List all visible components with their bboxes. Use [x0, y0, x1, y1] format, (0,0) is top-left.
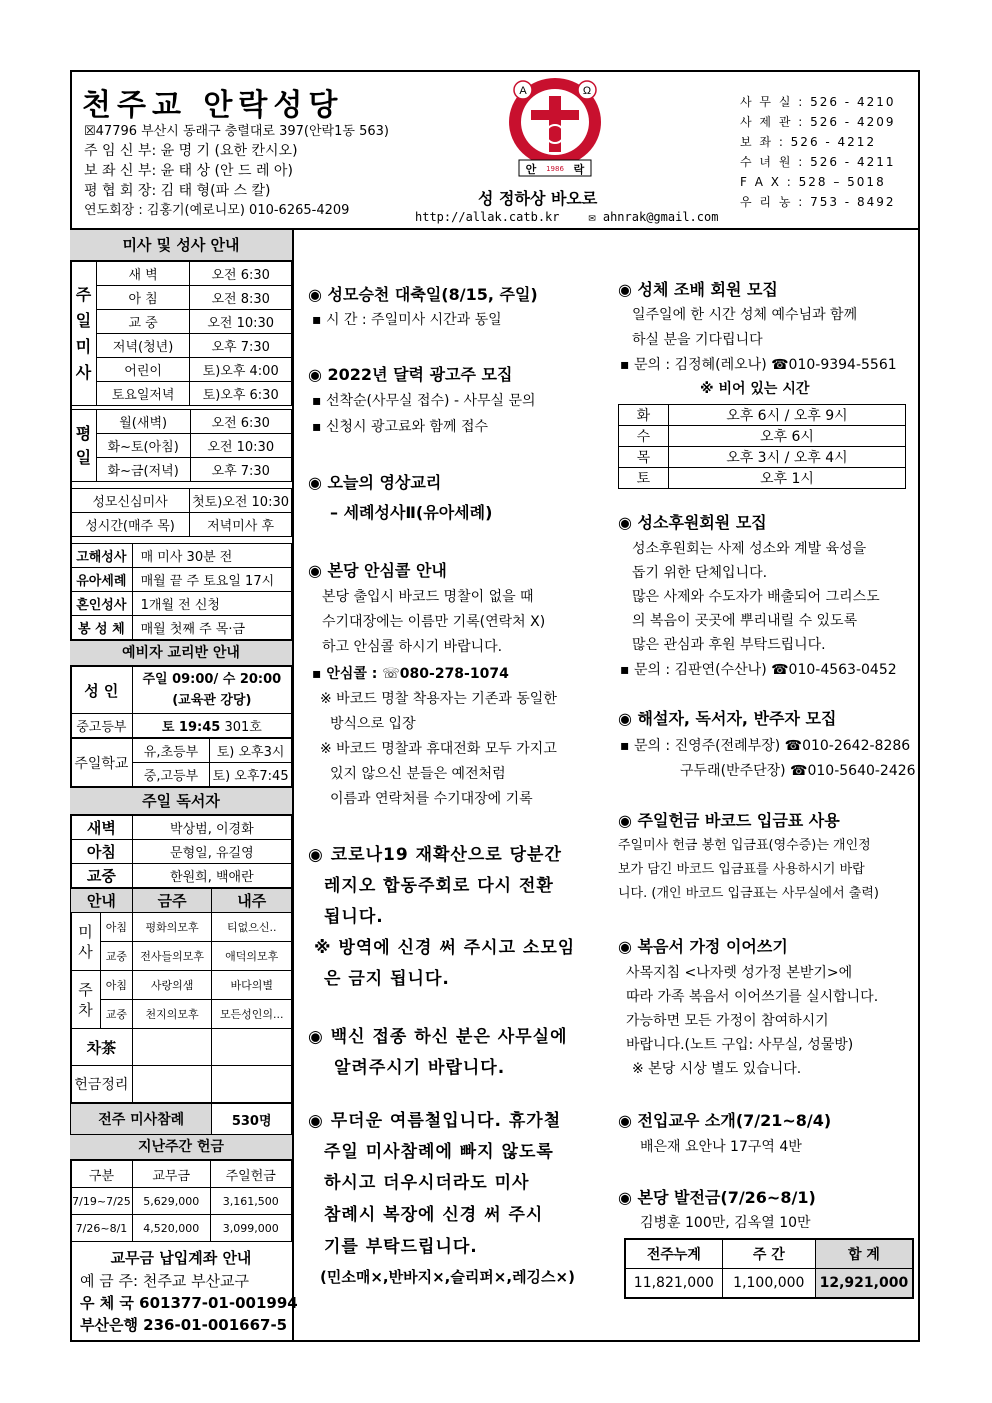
offering-count-this-week — [132, 1066, 212, 1103]
sacrament-info: 1개월 전 신청 — [132, 592, 291, 616]
sacrament-name: 혼인성사 — [71, 592, 133, 616]
notice-legio-line: 레지오 합동주회로 다시 전환 — [324, 876, 554, 896]
table-row — [71, 568, 292, 592]
offering-sunday: 3,099,000 — [210, 1215, 292, 1242]
notice-adoration-contact: ▪ 문의 : 김정혜(레오나) ☎010-9394-5561 — [620, 357, 897, 373]
notice-vocation-line: 많은 관심과 후원 부탁드립니다. — [632, 637, 826, 653]
notice-safecall-note: 방식으로 입장 — [330, 716, 416, 732]
mass-name: 교 중 — [96, 310, 190, 334]
mass-name: 화~금(저녁) — [96, 458, 190, 482]
website-link[interactable]: http://allak.catb.kr — [415, 210, 560, 224]
notice-barcode-title: ◉ 주일헌금 바코드 입금표 사용 — [618, 811, 840, 830]
notice-vocation-line: 의 복음이 곳곳에 뿌리내릴 수 있도록 — [632, 613, 858, 629]
notice-calendar-title: ◉ 2022년 달력 광고주 모집 — [308, 365, 513, 384]
table-row — [71, 971, 292, 1000]
notice-vocation-line: 돕기 위한 단체입니다. — [632, 565, 768, 581]
notice-assumption-time: ▪ 시 간 : 주일미사 시간과 동일 — [312, 312, 502, 328]
federation-president: 연도회장 : 김홍기(예로니모) 010-6265-4209 — [84, 203, 350, 218]
notice-safecall-number: ▪ 안심콜 : ☏080-278-1074 — [312, 666, 509, 682]
logo-year: 1986 — [546, 165, 564, 173]
mass-time: 저녁미사 후 — [190, 513, 292, 537]
table-row — [71, 489, 292, 513]
contact-convent: 수 녀 원 : 526 - 4211 — [740, 155, 896, 169]
mass-name: 성모신심미사 — [71, 489, 190, 513]
pastor: 주 임 신 부: 윤 명 기 (요한 칸시오) — [84, 143, 298, 159]
notice-barcode-line: 주일미사 헌금 봉헌 입금표(영수증)는 개인정 — [618, 838, 871, 853]
guide-this-week: 전사들의모후 — [132, 942, 212, 971]
church-logo — [505, 76, 605, 180]
table-row — [71, 592, 292, 616]
notice-safecall-line: 하고 안심콜 하시기 바랍니다. — [322, 639, 503, 655]
notice-safecall-note: 있지 않으신 분들은 예전처럼 — [330, 766, 506, 782]
notice-adoration-line: 하실 분을 기다립니다 — [632, 332, 763, 348]
fund-cumulative: 11,821,000 — [625, 1269, 722, 1299]
mass-name: 화~토(아침) — [96, 434, 190, 458]
patron-saint: 성 정하상 바오로 — [478, 189, 598, 208]
notice-summer-line: 하시고 더우시더라도 미사 — [324, 1173, 530, 1193]
adoration-times: 오후 6시 / 오후 9시 — [668, 405, 905, 426]
table-row — [619, 468, 906, 489]
notice-fund-line: 김병훈 100만, 김옥열 10만 — [640, 1215, 811, 1231]
notice-barcode-line: 보가 담긴 바코드 입금표를 사용하시기 바랍 — [618, 862, 865, 877]
notice-safecall-note: ※ 바코드 명찰 착용자는 기존과 동일한 — [320, 691, 557, 707]
mass-time: 토)오후 6:30 — [190, 382, 292, 406]
table-row — [71, 434, 292, 458]
attendance-table — [70, 1103, 292, 1135]
guide-next-week: 바다의별 — [212, 971, 292, 1000]
adoration-times: 오후 1시 — [668, 468, 905, 489]
mass-schedule-title: 미사 및 성사 안내 — [70, 230, 292, 261]
guide-mass: 교중 — [100, 942, 132, 971]
adoration-table — [618, 404, 906, 489]
attendance-value: 530명 — [212, 1104, 292, 1135]
church-title: 천주교 안락성당 — [82, 88, 344, 123]
account-info — [70, 1270, 298, 1336]
notice-gospel-line: 따라 가족 복음서 이어쓰기를 실시합니다. — [626, 989, 879, 1005]
notice-assumption-title: ◉ 성모승천 대축일(8/15, 주일) — [308, 285, 538, 304]
mass-time: 오전 8:30 — [190, 286, 292, 310]
notice-summer-dresscode: (민소매×,반바지×,슬리퍼×,레깅스×) — [320, 1268, 575, 1286]
contact-list — [740, 92, 895, 212]
notice-ministry-contact: ▪ 문의 : 진영주(전례부장) ☎010-2642-8286 — [620, 738, 911, 754]
school-group: 중,고등부 — [132, 763, 209, 787]
mass-time: 첫토)오전 10:30 — [190, 489, 292, 513]
fund-total: 12,921,000 — [815, 1269, 913, 1299]
reader-names: 문형일, 유길영 — [132, 840, 291, 864]
logo-rak: 락 — [573, 163, 585, 176]
notice-newcomer-line: 배은재 요안나 17구역 4반 — [640, 1139, 802, 1155]
special-mass-table — [70, 488, 292, 537]
notice-vocation-title: ◉ 성소후원회원 모집 — [618, 513, 767, 532]
reader-names: 박상범, 이경화 — [132, 816, 291, 840]
notice-gospel-line: 가능하면 모든 가정이 참여하시기 — [626, 1013, 829, 1029]
logo-alpha: A — [519, 85, 527, 97]
offering-dues: 5,629,000 — [132, 1188, 210, 1215]
notice-video-title: ◉ 오늘의 영상교리 — [308, 473, 442, 492]
guide-next-week: 티없으신.. — [212, 913, 292, 942]
mass-name: 성시간(매주 목) — [71, 513, 190, 537]
guide-next-week: 애덕의모후 — [212, 942, 292, 971]
mass-name: 월(새벽) — [96, 410, 190, 434]
offering-count-label: 헌금정리 — [71, 1066, 133, 1103]
mass-name: 저녁(청년) — [96, 334, 190, 358]
notice-gospel-line: ※ 본당 시상 별도 있습니다. — [632, 1061, 802, 1077]
adoration-day: 수 — [619, 426, 669, 447]
reader-mass: 교중 — [71, 864, 133, 888]
table-row — [71, 889, 292, 913]
readers-title: 주일 독서자 — [70, 787, 292, 815]
sacrament-name: 봉 성 체 — [71, 616, 133, 640]
table-row — [619, 405, 906, 426]
guide-head: 안내 — [71, 889, 133, 913]
web-contacts — [415, 210, 718, 224]
table-row — [71, 616, 292, 640]
notice-vocation-contact: ▪ 문의 : 김판연(수산나) ☎010-4563-0452 — [620, 662, 897, 678]
table-row — [71, 1000, 292, 1029]
notice-vocation-line: 많은 사제와 수도자가 배출되어 그리스도 — [632, 589, 880, 605]
notice-summer-line: 기를 부탁드립니다. — [324, 1237, 478, 1257]
logo-omega: Ω — [582, 85, 592, 97]
guide-this-week: 천지의모후 — [132, 1000, 212, 1029]
notice-calendar-line: ▪ 선착순(사무실 접수) - 사무실 문의 — [312, 393, 536, 409]
catechism-table — [70, 666, 292, 738]
fund-head: 전주누계 — [625, 1239, 722, 1269]
table-row — [625, 1239, 913, 1269]
table-row — [71, 286, 292, 310]
mass-name: 토요일저녁 — [96, 382, 190, 406]
guide-mass: 아침 — [100, 913, 132, 942]
table-row — [71, 544, 292, 568]
sacrament-info: 매월 끝 주 토요일 17시 — [132, 568, 291, 592]
sunday-school-table — [70, 738, 292, 787]
guide-head: 내주 — [212, 889, 292, 913]
notice-ministry-title: ◉ 해설자, 독서자, 반주자 모집 — [618, 709, 837, 728]
notice-barcode-line: 니다. (개인 바코드 입금표는 사무실에서 출력) — [618, 886, 879, 901]
weekday-mass-label: 평 일 — [71, 410, 97, 482]
offering-period: 7/26~8/1 — [71, 1215, 133, 1242]
table-row — [71, 1161, 292, 1188]
account-post: 우 체 국 601377-01-001994 — [80, 1294, 298, 1312]
table-row — [71, 667, 292, 714]
offering-head: 주일헌금 — [210, 1161, 292, 1188]
reader-names: 한원희, 백애란 — [132, 864, 291, 888]
notice-gospel-title: ◉ 복음서 가정 이어쓰기 — [618, 937, 788, 956]
council-president: 평 협 회 장: 김 태 형(파 스 칼) — [84, 183, 271, 199]
mass-guide-label: 미 사 — [71, 913, 101, 971]
notice-summer-line: ◉ 무더운 여름철입니다. 휴가철 — [308, 1111, 562, 1131]
school-time: 토) 오후7:45 — [210, 763, 292, 787]
guide-table — [70, 888, 292, 1103]
notice-safecall-line: 본당 출입시 바코드 명찰이 없을 때 — [322, 589, 534, 605]
guide-mass: 아침 — [100, 971, 132, 1000]
notice-safecall-title: ◉ 본당 안심콜 안내 — [308, 561, 447, 580]
contact-farm: 우 리 농 : 753 - 8492 — [740, 195, 896, 209]
fund-week: 1,100,000 — [722, 1269, 815, 1299]
attendance-label: 전주 미사참례 — [71, 1104, 212, 1135]
table-row — [71, 864, 292, 888]
mass-time: 오전 6:30 — [190, 262, 292, 286]
adoration-day: 화 — [619, 405, 669, 426]
notice-fund-title: ◉ 본당 발전금(7/26~8/1) — [618, 1188, 816, 1207]
table-row — [71, 410, 292, 434]
notice-summer-line: 주일 미사참례에 빠지 않도록 — [324, 1142, 554, 1162]
notice-gospel-line: 바랍니다.(노트 구입: 사무실, 성물방) — [626, 1037, 854, 1053]
notice-safecall-note: ※ 바코드 명찰과 휴대전화 모두 가지고 — [320, 741, 557, 757]
mass-time: 토)오후 4:00 — [190, 358, 292, 382]
adult-schedule: 주일 09:00/ 수 20:00 (교육관 강당) — [132, 667, 291, 714]
tea-label: 차茶 — [71, 1029, 133, 1066]
parking-guide-label: 주 차 — [71, 971, 101, 1029]
notice-legio-line: ◉ 코로나19 재확산으로 당분간 — [308, 845, 562, 865]
table-row — [71, 262, 292, 286]
adoration-day: 토 — [619, 468, 669, 489]
offering-count-next-week — [212, 1066, 292, 1103]
notice-gospel-line: 사목지침 <나자렛 성가정 본받기>에 — [626, 965, 853, 981]
mass-time: 오후 7:30 — [190, 334, 292, 358]
fund-head: 합 계 — [815, 1239, 913, 1269]
contact-fax: F A X : 528 – 5018 — [740, 175, 886, 189]
table-row — [619, 426, 906, 447]
youth-label: 중고등부 — [71, 714, 133, 738]
table-row — [71, 382, 292, 406]
catechism-title: 예비자 교리반 안내 — [70, 640, 292, 666]
table-row — [71, 913, 292, 942]
table-row — [619, 447, 906, 468]
table-row — [71, 1188, 292, 1215]
table-row — [71, 840, 292, 864]
table-row — [71, 942, 292, 971]
assistant-pastor: 보 좌 신 부: 윤 태 상 (안 드 레 아) — [84, 163, 293, 179]
contact-assistant: 보 좌 : 526 - 4212 — [740, 135, 877, 149]
reader-mass: 새벽 — [71, 816, 133, 840]
notice-vaccine-line: ◉ 백신 접종 하신 분은 사무실에 — [308, 1027, 568, 1047]
mass-time: 오전 10:30 — [190, 434, 292, 458]
notice-legio-line: ※ 방역에 신경 써 주시고 소모임 — [314, 938, 576, 958]
address: ☒47796 부산시 동래구 충렬대로 397(안락1동 563) — [84, 124, 389, 139]
mass-time: 오전 10:30 — [190, 310, 292, 334]
weekday-mass-table — [70, 409, 292, 482]
offering-head: 교무금 — [132, 1161, 210, 1188]
tea-this-week — [132, 1029, 212, 1066]
mass-name: 새 벽 — [96, 262, 190, 286]
table-row — [71, 513, 292, 537]
sacrament-table — [70, 543, 292, 640]
notice-legio-line: 됩니다. — [324, 907, 384, 927]
offering-table — [70, 1160, 292, 1242]
guide-head: 금주 — [132, 889, 212, 913]
notice-safecall-line: 수기대장에는 이름만 기록(연락처 X) — [322, 614, 546, 630]
offering-period: 7/19~7/25 — [71, 1188, 133, 1215]
notice-vocation-line: 성소후원회는 사제 성소와 계발 육성을 — [632, 541, 867, 557]
sacrament-info: 매 미사 30분 전 — [132, 544, 291, 568]
offering-sunday: 3,161,500 — [210, 1188, 292, 1215]
notice-ministry-contact: 구두래(반주단장) ☎010-5640-2426 — [680, 763, 916, 779]
notice-adoration-empty: ※ 비어 있는 시간 — [700, 381, 810, 397]
adult-label: 성 인 — [71, 667, 133, 714]
logo-an: 안 — [525, 163, 537, 176]
table-row — [625, 1269, 913, 1299]
account-title: 교무금 납입계좌 안내 — [110, 1249, 252, 1267]
sacrament-name: 유아세례 — [71, 568, 133, 592]
table-row — [71, 458, 292, 482]
account-holder: 예 금 주: 천주교 부산교구 — [80, 1272, 250, 1290]
sacrament-name: 고해성사 — [71, 544, 133, 568]
school-group: 유,초등부 — [132, 739, 209, 763]
table-row — [71, 310, 292, 334]
table-row — [71, 1029, 292, 1066]
notice-video-subtitle: – 세례성사Ⅱ(유아세례) — [330, 503, 493, 522]
table-row — [71, 334, 292, 358]
notice-newcomer-title: ◉ 전입교우 소개(7/21~8/4) — [618, 1111, 832, 1130]
table-row — [71, 358, 292, 382]
tea-next-week — [212, 1029, 292, 1066]
adoration-times: 오후 6시 — [668, 426, 905, 447]
mass-name: 어린이 — [96, 358, 190, 382]
table-row — [71, 1104, 292, 1135]
notice-calendar-line: ▪ 신청시 광고료와 함께 접수 — [312, 419, 489, 435]
mass-time: 오후 7:30 — [190, 458, 292, 482]
readers-table — [70, 815, 292, 888]
sacrament-info: 매월 첫째 주 목·금 — [132, 616, 291, 640]
contact-office: 사 무 실 : 526 - 4210 — [740, 95, 896, 109]
table-row — [71, 1066, 292, 1103]
notice-safecall-note: 이름과 연락처를 수기대장에 기록 — [330, 791, 533, 807]
school-time: 토) 오후3시 — [210, 739, 292, 763]
youth-schedule: 토 19:45 301호 — [132, 714, 291, 738]
notice-vaccine-line: 알려주시기 바랍니다. — [334, 1058, 506, 1078]
sunday-mass-label: 주 일 미 사 — [71, 262, 97, 406]
email-link[interactable]: ✉ ahnrak@gmail.com — [588, 210, 719, 224]
guide-this-week: 사랑의샘 — [132, 971, 212, 1000]
table-row — [71, 816, 292, 840]
guide-next-week: 모든성인의... — [212, 1000, 292, 1029]
notice-adoration-line: 일주일에 한 시간 성체 예수님과 함께 — [632, 307, 858, 323]
notice-summer-line: 참례시 복장에 신경 써 주시 — [324, 1205, 544, 1225]
contact-rectory: 사 제 관 : 526 - 4209 — [740, 115, 896, 129]
notice-adoration-title: ◉ 성체 조배 회원 모집 — [618, 280, 778, 299]
guide-this-week: 평화의모후 — [132, 913, 212, 942]
left-column — [70, 230, 298, 1342]
table-row — [71, 1215, 292, 1242]
fund-table — [624, 1238, 914, 1299]
account-bank: 부산은행 236-01-001667-5 — [80, 1316, 288, 1334]
fund-head: 주 간 — [722, 1239, 815, 1269]
guide-mass: 교중 — [100, 1000, 132, 1029]
adoration-day: 목 — [619, 447, 669, 468]
adoration-times: 오후 3시 / 오후 4시 — [668, 447, 905, 468]
table-row — [71, 714, 292, 738]
sunday-mass-table — [70, 261, 292, 406]
offering-title: 지난주간 헌금 — [70, 1135, 292, 1160]
mass-name: 아 침 — [96, 286, 190, 310]
notice-legio-line: 은 금지 됩니다. — [324, 969, 450, 989]
offering-head: 구분 — [71, 1161, 133, 1188]
sunday-school-label: 주일학교 — [71, 739, 133, 787]
offering-dues: 4,520,000 — [132, 1215, 210, 1242]
mass-time: 오전 6:30 — [190, 410, 292, 434]
table-row — [71, 739, 292, 763]
reader-mass: 아침 — [71, 840, 133, 864]
